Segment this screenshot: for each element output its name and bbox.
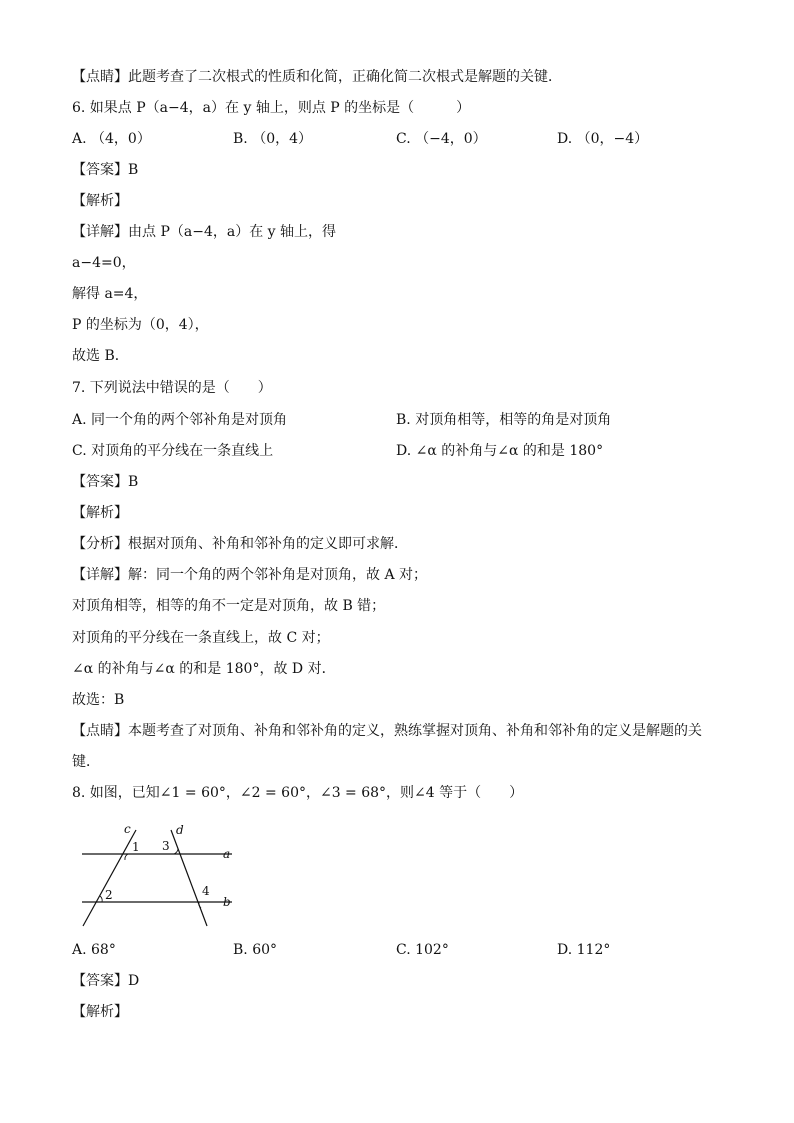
q8-option-c: C. 102° <box>396 942 449 958</box>
q6-option-b: B. （0，4） <box>233 131 313 147</box>
label-b: b <box>223 895 231 909</box>
q7-option-d: D. ∠α 的补角与∠α 的和是 180° <box>396 443 604 459</box>
q6-option-d: D. （0，−4） <box>557 131 649 147</box>
q8-option-a: A. 68° <box>72 942 116 958</box>
q7-dianjing-2: 键． <box>72 754 100 770</box>
q7-stem: 7. 下列说法中错误的是（ ） <box>72 380 272 396</box>
q7-option-a: A. 同一个角的两个邻补角是对顶角 <box>72 412 288 428</box>
q8-jiexi: 【解析】 <box>72 1004 128 1020</box>
angle-4-label: 4 <box>202 884 210 898</box>
angle-1-label: 1 <box>132 840 140 854</box>
q5-dianjing: 【点睛】此题考查了二次根式的性质和化简，正确化简二次根式是解题的关键． <box>72 69 562 85</box>
q7-option-b: B. 对顶角相等，相等的角是对顶角 <box>396 412 612 428</box>
q7-detail-1: 【详解】解：同一个角的两个邻补角是对顶角，故 A 对； <box>72 567 428 583</box>
q8-parallel-lines-figure <box>72 818 252 930</box>
q6-detail-5: 故选 B． <box>72 348 129 364</box>
angle-2-label: 2 <box>105 888 113 902</box>
angle-1-arc <box>125 854 128 860</box>
line-c <box>83 830 136 926</box>
angle-4-arc <box>199 902 201 908</box>
q8-stem: 8. 如图，已知∠1 = 60°，∠2 = 60°，∠3 = 68°，则∠4 等于（ ） <box>72 785 524 801</box>
q7-detail-3: 对顶角的平分线在一条直线上，故 C 对； <box>72 630 330 646</box>
q8-option-b: B. 60° <box>233 942 278 958</box>
q8-answer: 【答案】D <box>72 973 140 989</box>
angle-3-label: 3 <box>162 839 170 853</box>
q6-detail-4: P 的坐标为（0，4）， <box>72 317 209 333</box>
q6-stem: 6. 如果点 P（a−4，a）在 y 轴上，则点 P 的坐标是（ ） <box>72 100 471 116</box>
line-d <box>171 830 207 926</box>
q6-option-a: A. （4，0） <box>72 131 151 147</box>
q7-fenxi: 【分析】根据对顶角、补角和邻补角的定义即可求解． <box>72 536 408 552</box>
label-d: d <box>176 823 184 837</box>
q6-option-c: C. （−4，0） <box>396 131 487 147</box>
q7-detail-5: 故选：B <box>72 692 125 708</box>
q8-option-d: D. 112° <box>557 942 611 958</box>
q6-answer: 【答案】B <box>72 162 139 178</box>
q6-detail-2: a−4=0， <box>72 255 136 271</box>
q6-detail-1: 【详解】由点 P（a−4，a）在 y 轴上，得 <box>72 224 337 240</box>
q7-answer: 【答案】B <box>72 474 139 490</box>
label-c: c <box>124 822 131 836</box>
q6-jiexi: 【解析】 <box>72 193 128 209</box>
q7-option-c: C. 对顶角的平分线在一条直线上 <box>72 443 274 459</box>
q7-detail-4: ∠α 的补角与∠α 的和是 180°，故 D 对． <box>72 661 336 677</box>
angle-3-arc <box>174 848 178 854</box>
angle-2-arc <box>100 896 102 902</box>
q7-jiexi: 【解析】 <box>72 505 128 521</box>
q7-detail-2: 对顶角相等，相等的角不一定是对顶角，故 B 错； <box>72 598 386 614</box>
q7-dianjing-1: 【点睛】本题考查了对顶角、补角和邻补角的定义，熟练掌握对顶角、补角和邻补角的定义是解题的关 <box>72 723 702 739</box>
q6-detail-3: 解得 a=4， <box>72 286 148 302</box>
label-a: a <box>223 847 231 861</box>
